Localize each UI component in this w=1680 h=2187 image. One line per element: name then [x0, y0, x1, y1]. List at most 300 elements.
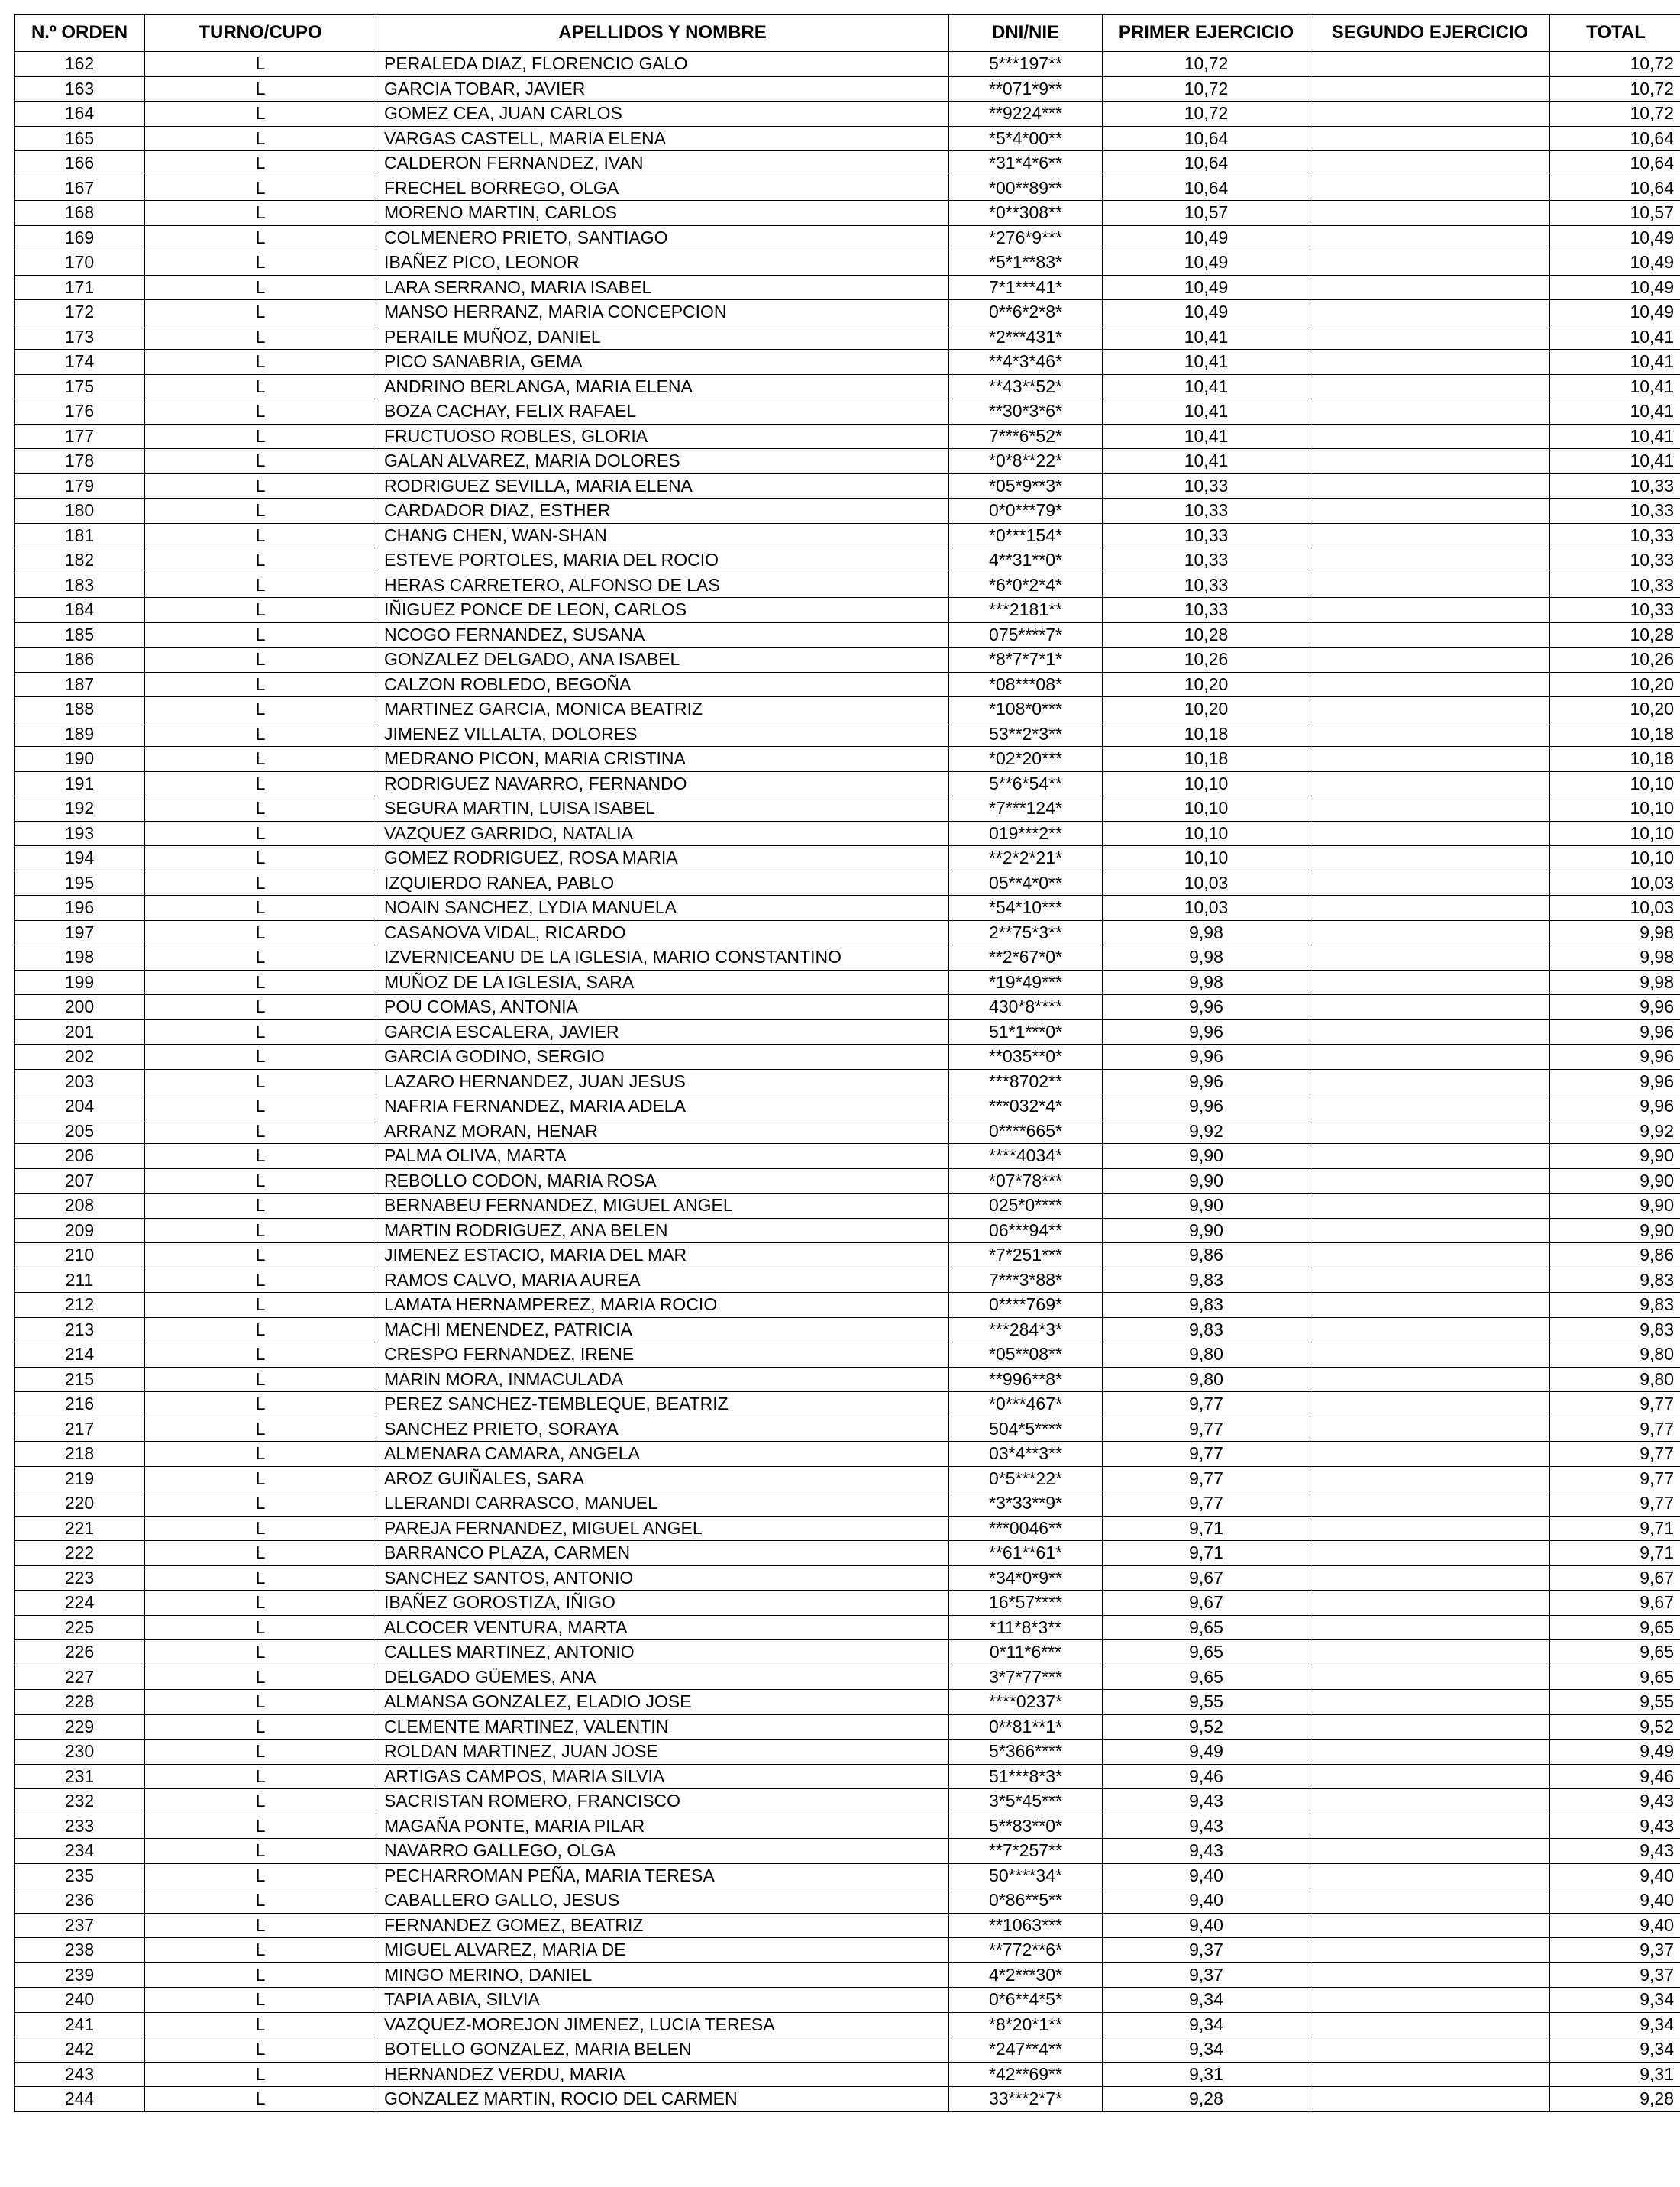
cell-orden: 164: [15, 102, 145, 127]
cell-orden: 192: [15, 796, 145, 822]
cell-orden: 191: [15, 771, 145, 796]
cell-nombre: CALZON ROBLEDO, BEGOÑA: [376, 672, 949, 697]
cell-orden: 204: [15, 1094, 145, 1119]
table-row: [15, 201, 1680, 226]
cell-orden: 233: [15, 1814, 145, 1839]
cell-segundo-ejercicio: [1310, 1019, 1550, 1045]
cell-segundo-ejercicio: [1310, 796, 1550, 822]
cell-orden: 199: [15, 970, 145, 995]
table-row: [15, 300, 1680, 325]
table-row: [15, 1962, 1680, 1988]
cell-dni: *00**89**: [949, 176, 1103, 201]
table-row: [15, 722, 1680, 747]
cell-segundo-ejercicio: [1310, 1218, 1550, 1243]
cell-segundo-ejercicio: [1310, 1491, 1550, 1517]
cell-dni: *07*78***: [949, 1168, 1103, 1194]
cell-segundo-ejercicio: [1310, 1243, 1550, 1268]
cell-segundo-ejercicio: [1310, 1442, 1550, 1467]
table-row: [15, 399, 1680, 425]
cell-primer-ejercicio: 9,65: [1103, 1640, 1310, 1665]
cell-primer-ejercicio: 9,65: [1103, 1615, 1310, 1640]
cell-turno: L: [145, 1988, 376, 2013]
cell-dni: **4*3*46*: [949, 350, 1103, 375]
cell-turno: L: [145, 1665, 376, 1690]
cell-primer-ejercicio: 9,31: [1103, 2062, 1310, 2087]
cell-primer-ejercicio: 9,98: [1103, 970, 1310, 995]
cell-nombre: ALMENARA CAMARA, ANGELA: [376, 1442, 949, 1467]
cell-total: 10,33: [1550, 598, 1680, 623]
cell-primer-ejercicio: 9,77: [1103, 1417, 1310, 1442]
cell-total: 9,98: [1550, 920, 1680, 945]
cell-turno: L: [145, 1565, 376, 1591]
cell-segundo-ejercicio: [1310, 1690, 1550, 1715]
cell-primer-ejercicio: 10,33: [1103, 499, 1310, 524]
cell-orden: 197: [15, 920, 145, 945]
table-row: [15, 325, 1680, 350]
cell-total: 9,55: [1550, 1690, 1680, 1715]
cell-primer-ejercicio: 10,33: [1103, 598, 1310, 623]
cell-nombre: BOTELLO GONZALEZ, MARIA BELEN: [376, 2037, 949, 2063]
cell-nombre: MIGUEL ALVAREZ, MARIA DE: [376, 1938, 949, 1963]
cell-primer-ejercicio: 10,72: [1103, 102, 1310, 127]
cell-turno: L: [145, 76, 376, 102]
cell-total: 10,33: [1550, 573, 1680, 598]
cell-primer-ejercicio: 9,37: [1103, 1962, 1310, 1988]
cell-total: 10,49: [1550, 300, 1680, 325]
cell-primer-ejercicio: 9,34: [1103, 2037, 1310, 2063]
cell-dni: *31*4*6**: [949, 151, 1103, 176]
cell-primer-ejercicio: 9,77: [1103, 1466, 1310, 1491]
cell-total: 9,40: [1550, 1863, 1680, 1888]
header-orden: N.º ORDEN: [15, 15, 145, 52]
cell-turno: L: [145, 1194, 376, 1219]
cell-dni: 0**81**1*: [949, 1714, 1103, 1740]
cell-nombre: CABALLERO GALLO, JESUS: [376, 1888, 949, 1914]
cell-dni: **43**52*: [949, 374, 1103, 399]
table-row: [15, 1168, 1680, 1194]
cell-primer-ejercicio: 9,96: [1103, 1019, 1310, 1045]
cell-nombre: GONZALEZ MARTIN, ROCIO DEL CARMEN: [376, 2087, 949, 2112]
cell-primer-ejercicio: 9,86: [1103, 1243, 1310, 1268]
cell-turno: L: [145, 1367, 376, 1392]
cell-total: 9,43: [1550, 1814, 1680, 1839]
cell-primer-ejercicio: 9,83: [1103, 1293, 1310, 1318]
table-row: [15, 176, 1680, 201]
table-row: [15, 1218, 1680, 1243]
cell-primer-ejercicio: 9,77: [1103, 1491, 1310, 1517]
table-row: [15, 2012, 1680, 2037]
cell-segundo-ejercicio: [1310, 1565, 1550, 1591]
table-row: [15, 1541, 1680, 1566]
cell-primer-ejercicio: 10,41: [1103, 350, 1310, 375]
cell-dni: ***8702**: [949, 1069, 1103, 1094]
cell-turno: L: [145, 1640, 376, 1665]
cell-nombre: MINGO MERINO, DANIEL: [376, 1962, 949, 1988]
cell-orden: 169: [15, 225, 145, 250]
cell-nombre: ROLDAN MARTINEZ, JUAN JOSE: [376, 1740, 949, 1765]
cell-segundo-ejercicio: [1310, 1293, 1550, 1318]
cell-orden: 163: [15, 76, 145, 102]
cell-total: 9,67: [1550, 1591, 1680, 1616]
table-row: [15, 126, 1680, 151]
cell-orden: 175: [15, 374, 145, 399]
cell-dni: *0***467*: [949, 1392, 1103, 1417]
cell-nombre: CALDERON FERNANDEZ, IVAN: [376, 151, 949, 176]
cell-dni: *108*0***: [949, 697, 1103, 722]
cell-primer-ejercicio: 10,33: [1103, 523, 1310, 548]
cell-dni: 075****7*: [949, 622, 1103, 648]
cell-segundo-ejercicio: [1310, 76, 1550, 102]
cell-total: 10,26: [1550, 648, 1680, 673]
cell-dni: 0****665*: [949, 1119, 1103, 1144]
header-segundo: SEGUNDO EJERCICIO: [1310, 15, 1550, 52]
cell-total: 9,71: [1550, 1516, 1680, 1541]
cell-nombre: SACRISTAN ROMERO, FRANCISCO: [376, 1789, 949, 1814]
table-row: [15, 1317, 1680, 1342]
cell-nombre: GARCIA ESCALERA, JAVIER: [376, 1019, 949, 1045]
cell-primer-ejercicio: 10,49: [1103, 225, 1310, 250]
cell-orden: 217: [15, 1417, 145, 1442]
cell-total: 9,77: [1550, 1491, 1680, 1517]
cell-nombre: ARTIGAS CAMPOS, MARIA SILVIA: [376, 1764, 949, 1789]
cell-turno: L: [145, 102, 376, 127]
cell-orden: 242: [15, 2037, 145, 2063]
cell-total: 9,67: [1550, 1565, 1680, 1591]
cell-segundo-ejercicio: [1310, 1814, 1550, 1839]
cell-nombre: CARDADOR DIAZ, ESTHER: [376, 499, 949, 524]
cell-turno: L: [145, 1962, 376, 1988]
table-row: [15, 424, 1680, 449]
cell-dni: *7*251***: [949, 1243, 1103, 1268]
cell-dni: ****4034*: [949, 1144, 1103, 1169]
cell-total: 10,41: [1550, 325, 1680, 350]
cell-primer-ejercicio: 9,67: [1103, 1565, 1310, 1591]
cell-turno: L: [145, 1466, 376, 1491]
cell-turno: L: [145, 1243, 376, 1268]
cell-turno: L: [145, 846, 376, 871]
table-row: [15, 1690, 1680, 1715]
cell-turno: L: [145, 325, 376, 350]
cell-primer-ejercicio: 9,96: [1103, 1094, 1310, 1119]
cell-segundo-ejercicio: [1310, 1168, 1550, 1194]
cell-total: 10,64: [1550, 176, 1680, 201]
cell-nombre: NCOGO FERNANDEZ, SUSANA: [376, 622, 949, 648]
table-row: [15, 573, 1680, 598]
cell-primer-ejercicio: 9,43: [1103, 1789, 1310, 1814]
cell-segundo-ejercicio: [1310, 747, 1550, 772]
cell-segundo-ejercicio: [1310, 846, 1550, 871]
cell-primer-ejercicio: 9,92: [1103, 1119, 1310, 1144]
cell-nombre: FERNANDEZ GOMEZ, BEATRIZ: [376, 1913, 949, 1938]
cell-segundo-ejercicio: [1310, 1194, 1550, 1219]
table-row: [15, 350, 1680, 375]
cell-dni: 4**31**0*: [949, 548, 1103, 573]
cell-orden: 207: [15, 1168, 145, 1194]
cell-dni: 0**6*2*8*: [949, 300, 1103, 325]
cell-total: 9,46: [1550, 1764, 1680, 1789]
cell-dni: 2**75*3**: [949, 920, 1103, 945]
cell-dni: *247**4**: [949, 2037, 1103, 2063]
cell-orden: 171: [15, 275, 145, 300]
table-row: [15, 250, 1680, 276]
table-row: [15, 1019, 1680, 1045]
cell-nombre: IBAÑEZ GOROSTIZA, IÑIGO: [376, 1591, 949, 1616]
cell-primer-ejercicio: 10,33: [1103, 548, 1310, 573]
cell-total: 10,49: [1550, 275, 1680, 300]
cell-segundo-ejercicio: [1310, 1466, 1550, 1491]
cell-dni: 430*8****: [949, 995, 1103, 1020]
cell-dni: *08***08*: [949, 672, 1103, 697]
cell-turno: L: [145, 796, 376, 822]
cell-turno: L: [145, 176, 376, 201]
cell-segundo-ejercicio: [1310, 350, 1550, 375]
cell-orden: 214: [15, 1342, 145, 1368]
table-row: [15, 648, 1680, 673]
cell-dni: 0*5***22*: [949, 1466, 1103, 1491]
cell-dni: *8*20*1**: [949, 2012, 1103, 2037]
cell-primer-ejercicio: 10,49: [1103, 275, 1310, 300]
table-row: [15, 1665, 1680, 1690]
cell-total: 9,90: [1550, 1194, 1680, 1219]
cell-segundo-ejercicio: [1310, 52, 1550, 77]
cell-orden: 240: [15, 1988, 145, 2013]
cell-total: 9,80: [1550, 1342, 1680, 1368]
cell-primer-ejercicio: 10,20: [1103, 697, 1310, 722]
cell-turno: L: [145, 225, 376, 250]
cell-segundo-ejercicio: [1310, 598, 1550, 623]
cell-segundo-ejercicio: [1310, 151, 1550, 176]
cell-nombre: VAZQUEZ GARRIDO, NATALIA: [376, 821, 949, 846]
cell-total: 10,10: [1550, 846, 1680, 871]
cell-nombre: PAREJA FERNANDEZ, MIGUEL ANGEL: [376, 1516, 949, 1541]
cell-turno: L: [145, 871, 376, 896]
cell-nombre: IÑIGUEZ PONCE DE LEON, CARLOS: [376, 598, 949, 623]
results-table: [14, 14, 1680, 2112]
table-row: [15, 1342, 1680, 1368]
cell-dni: 0****769*: [949, 1293, 1103, 1318]
cell-segundo-ejercicio: [1310, 1764, 1550, 1789]
cell-dni: ****0237*: [949, 1690, 1103, 1715]
cell-nombre: POU COMAS, ANTONIA: [376, 995, 949, 1020]
cell-primer-ejercicio: 9,80: [1103, 1342, 1310, 1368]
table-row: [15, 548, 1680, 573]
table-row: [15, 871, 1680, 896]
cell-primer-ejercicio: 9,83: [1103, 1268, 1310, 1293]
cell-turno: L: [145, 1293, 376, 1318]
header-dni: DNI/NIE: [949, 15, 1103, 52]
cell-total: 10,49: [1550, 225, 1680, 250]
cell-orden: 208: [15, 1194, 145, 1219]
cell-segundo-ejercicio: [1310, 449, 1550, 474]
cell-total: 9,34: [1550, 2012, 1680, 2037]
table-row: [15, 151, 1680, 176]
cell-orden: 218: [15, 1442, 145, 1467]
cell-primer-ejercicio: 9,34: [1103, 1988, 1310, 2013]
cell-primer-ejercicio: 9,96: [1103, 995, 1310, 1020]
cell-nombre: HERAS CARRETERO, ALFONSO DE LAS: [376, 573, 949, 598]
cell-total: 9,86: [1550, 1243, 1680, 1268]
cell-total: 10,41: [1550, 399, 1680, 425]
cell-total: 10,41: [1550, 449, 1680, 474]
cell-nombre: SANCHEZ PRIETO, SORAYA: [376, 1417, 949, 1442]
cell-primer-ejercicio: 9,37: [1103, 1938, 1310, 1963]
table-row: [15, 52, 1680, 77]
table-row: [15, 1392, 1680, 1417]
cell-total: 9,83: [1550, 1317, 1680, 1342]
cell-nombre: ANDRINO BERLANGA, MARIA ELENA: [376, 374, 949, 399]
cell-dni: 019***2**: [949, 821, 1103, 846]
table-row: [15, 449, 1680, 474]
table-row: [15, 1764, 1680, 1789]
table-row: [15, 747, 1680, 772]
cell-orden: 231: [15, 1764, 145, 1789]
cell-segundo-ejercicio: [1310, 1615, 1550, 1640]
table-row: [15, 2087, 1680, 2112]
cell-dni: 7***6*52*: [949, 424, 1103, 449]
cell-primer-ejercicio: 10,41: [1103, 399, 1310, 425]
table-row: [15, 1565, 1680, 1591]
cell-turno: L: [145, 1317, 376, 1342]
cell-segundo-ejercicio: [1310, 1714, 1550, 1740]
cell-dni: *8*7*7*1*: [949, 648, 1103, 673]
cell-orden: 228: [15, 1690, 145, 1715]
cell-primer-ejercicio: 9,71: [1103, 1541, 1310, 1566]
cell-nombre: NAFRIA FERNANDEZ, MARIA ADELA: [376, 1094, 949, 1119]
cell-segundo-ejercicio: [1310, 399, 1550, 425]
cell-orden: 205: [15, 1119, 145, 1144]
cell-total: 10,41: [1550, 424, 1680, 449]
cell-orden: 178: [15, 449, 145, 474]
cell-turno: L: [145, 250, 376, 276]
cell-turno: L: [145, 1839, 376, 1864]
cell-total: 9,28: [1550, 2087, 1680, 2112]
cell-turno: L: [145, 499, 376, 524]
cell-dni: 0*86**5**: [949, 1888, 1103, 1914]
cell-dni: *2***431*: [949, 325, 1103, 350]
cell-segundo-ejercicio: [1310, 1541, 1550, 1566]
cell-nombre: MARIN MORA, INMACULADA: [376, 1367, 949, 1392]
cell-orden: 226: [15, 1640, 145, 1665]
cell-orden: 211: [15, 1268, 145, 1293]
table-row: [15, 771, 1680, 796]
cell-turno: L: [145, 821, 376, 846]
cell-orden: 176: [15, 399, 145, 425]
cell-dni: ***2181**: [949, 598, 1103, 623]
cell-nombre: MAGAÑA PONTE, MARIA PILAR: [376, 1814, 949, 1839]
cell-total: 10,57: [1550, 201, 1680, 226]
cell-total: 10,72: [1550, 76, 1680, 102]
cell-orden: 229: [15, 1714, 145, 1740]
cell-primer-ejercicio: 10,57: [1103, 201, 1310, 226]
header-row: [15, 15, 1680, 52]
cell-segundo-ejercicio: [1310, 1962, 1550, 1988]
cell-segundo-ejercicio: [1310, 1988, 1550, 2013]
cell-orden: 203: [15, 1069, 145, 1094]
table-row: [15, 1491, 1680, 1517]
cell-total: 10,10: [1550, 771, 1680, 796]
table-row: [15, 1863, 1680, 1888]
cell-nombre: LLERANDI CARRASCO, MANUEL: [376, 1491, 949, 1517]
cell-turno: L: [145, 1218, 376, 1243]
cell-primer-ejercicio: 9,55: [1103, 1690, 1310, 1715]
cell-total: 9,98: [1550, 970, 1680, 995]
table-row: [15, 1293, 1680, 1318]
cell-nombre: IZQUIERDO RANEA, PABLO: [376, 871, 949, 896]
cell-turno: L: [145, 1392, 376, 1417]
table-row: [15, 1442, 1680, 1467]
cell-segundo-ejercicio: [1310, 622, 1550, 648]
cell-turno: L: [145, 1144, 376, 1169]
cell-nombre: PALMA OLIVA, MARTA: [376, 1144, 949, 1169]
cell-primer-ejercicio: 9,90: [1103, 1218, 1310, 1243]
cell-orden: 188: [15, 697, 145, 722]
cell-total: 10,33: [1550, 523, 1680, 548]
cell-nombre: GONZALEZ DELGADO, ANA ISABEL: [376, 648, 949, 673]
table-row: [15, 1814, 1680, 1839]
cell-turno: L: [145, 151, 376, 176]
cell-dni: 03*4**3**: [949, 1442, 1103, 1467]
cell-total: 10,64: [1550, 126, 1680, 151]
cell-primer-ejercicio: 10,03: [1103, 871, 1310, 896]
cell-segundo-ejercicio: [1310, 1938, 1550, 1963]
table-row: [15, 102, 1680, 127]
table-row: [15, 1094, 1680, 1119]
cell-orden: 170: [15, 250, 145, 276]
table-row: [15, 598, 1680, 623]
cell-segundo-ejercicio: [1310, 473, 1550, 499]
table-row: [15, 1740, 1680, 1765]
cell-turno: L: [145, 1069, 376, 1094]
cell-dni: *0***154*: [949, 523, 1103, 548]
cell-dni: *0**308**: [949, 201, 1103, 226]
cell-nombre: GALAN ALVAREZ, MARIA DOLORES: [376, 449, 949, 474]
cell-dni: **30*3*6*: [949, 399, 1103, 425]
cell-total: 9,65: [1550, 1640, 1680, 1665]
cell-nombre: PERALEDA DIAZ, FLORENCIO GALO: [376, 52, 949, 77]
cell-total: 9,92: [1550, 1119, 1680, 1144]
cell-dni: **035**0*: [949, 1045, 1103, 1070]
cell-turno: L: [145, 1442, 376, 1467]
cell-orden: 200: [15, 995, 145, 1020]
cell-segundo-ejercicio: [1310, 300, 1550, 325]
cell-segundo-ejercicio: [1310, 672, 1550, 697]
cell-total: 10,20: [1550, 672, 1680, 697]
cell-turno: L: [145, 1119, 376, 1144]
cell-dni: 5***197**: [949, 52, 1103, 77]
cell-total: 10,33: [1550, 548, 1680, 573]
cell-dni: 7*1***41*: [949, 275, 1103, 300]
cell-total: 9,98: [1550, 945, 1680, 971]
cell-nombre: PEREZ SANCHEZ-TEMBLEQUE, BEATRIZ: [376, 1392, 949, 1417]
cell-orden: 232: [15, 1789, 145, 1814]
cell-dni: **071*9**: [949, 76, 1103, 102]
cell-turno: L: [145, 648, 376, 673]
cell-segundo-ejercicio: [1310, 1863, 1550, 1888]
cell-turno: L: [145, 201, 376, 226]
cell-segundo-ejercicio: [1310, 1740, 1550, 1765]
cell-nombre: BOZA CACHAY, FELIX RAFAEL: [376, 399, 949, 425]
cell-total: 9,37: [1550, 1938, 1680, 1963]
cell-nombre: FRUCTUOSO ROBLES, GLORIA: [376, 424, 949, 449]
cell-primer-ejercicio: 9,43: [1103, 1839, 1310, 1864]
cell-total: 9,71: [1550, 1541, 1680, 1566]
cell-primer-ejercicio: 9,65: [1103, 1665, 1310, 1690]
cell-segundo-ejercicio: [1310, 523, 1550, 548]
cell-total: 9,65: [1550, 1665, 1680, 1690]
cell-segundo-ejercicio: [1310, 1342, 1550, 1368]
cell-nombre: ALMANSA GONZALEZ, ELADIO JOSE: [376, 1690, 949, 1715]
cell-total: 9,83: [1550, 1293, 1680, 1318]
